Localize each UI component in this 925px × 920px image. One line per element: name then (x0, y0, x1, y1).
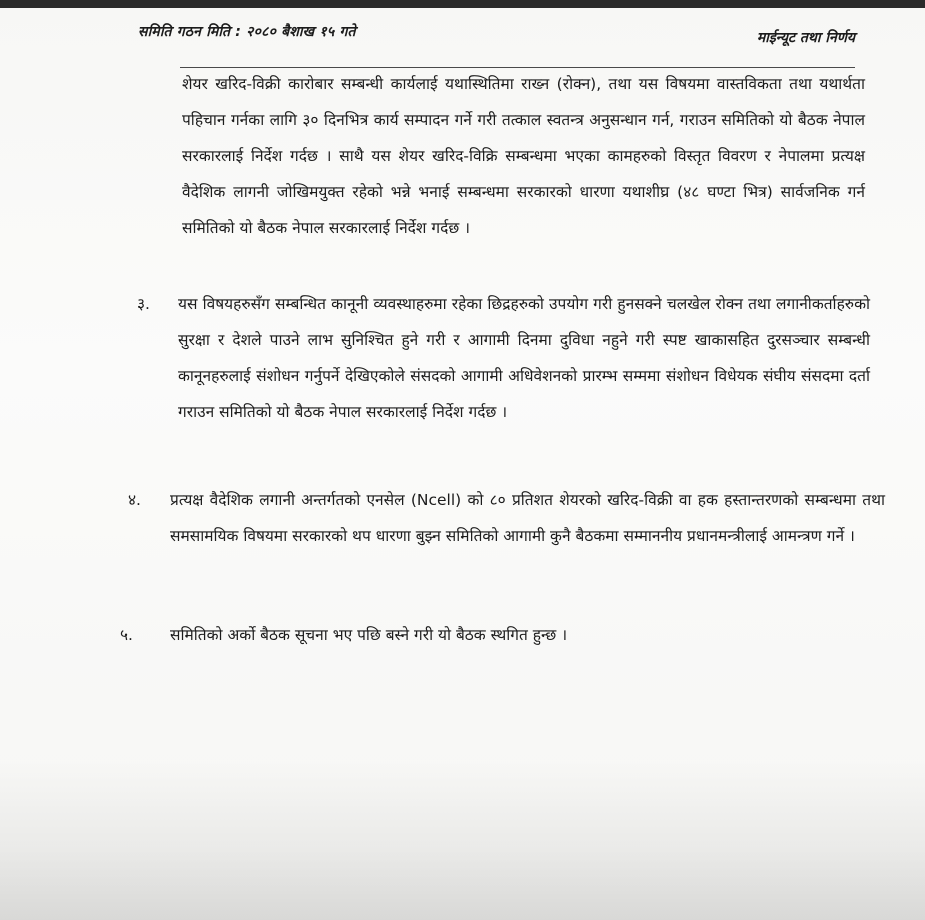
item-text: यस विषयहरुसँग सम्बन्धित कानूनी व्यवस्थाहरुमा रहेका छिद्रहरुको उपयोग गरी हुनसक्ने चलखेल रोक्न तथा लगानीकर्ताहरुको सुरक्षा र देशले पाउने लाभ सुनिश्चित हुने गरी र आगामी दिनमा दुविधा नहुने गरी स्पष्ट खाकासहित दुरसञ्चार सम्बन्धी कानूनहरुलाई संशोधन गर्नुपर्ने देखिएकोले संसदको आगामी अधिवेशनको प्रारम्भ सम्ममा संशोधन विधेयक संघीय संसदमा दर्ता गराउन समितिको यो बैठक नेपाल सरकारलाई निर्देश गर्दछ । (178, 295, 870, 421)
header-committee-date: समिति गठन मिति : २०८० बैशाख १५ गते (138, 24, 356, 40)
header-minutes-title: माईन्यूट तथा निर्णय (756, 30, 855, 46)
item-text: समितिको अर्को बैठक सूचना भए पछि बस्ने गरी यो बैठक स्थगित हुन्छ । (170, 626, 568, 644)
page-top-edge (0, 0, 925, 8)
item-text: प्रत्यक्ष वैदेशिक लगानी अन्तर्गतको एनसेल (Ncell) को ८० प्रतिशत शेयरको खरिद-विक्री वा हक हस्तान्तरणको सम्बन्धमा तथा समसामयिक विषयमा सरकारको थप धारणा बुझ्न समितिको आगामी कुनै बैठकमा सम्माननीय प्रधानमन्त्रीलाई आमन्त्रण गर्ने । (170, 491, 885, 545)
item-number: ५. (120, 626, 133, 644)
item-number: ४. (128, 491, 141, 509)
continuation-paragraph: शेयर खरिद-विक्री कारोबार सम्बन्धी कार्यलाई यथास्थितिमा राख्न (रोक्न), तथा यस विषयमा वास्तविकता तथा यथार्थता पहिचान गर्नका लागि ३० दिनभित्र कार्य सम्पादन गर्ने गरी तत्काल स्वतन्त्र अनुसन्धान गर्न, गराउन समितिको यो बैठक नेपाल सरकारलाई निर्देश गर्दछ । साथै यस शेयर खरिद-विक्रि सम्बन्धमा भएका कामहरुको विस्तृत विवरण र नेपालमा प्रत्यक्ष वैदेशिक लागनी जोखिमयुक्त रहेको भन्ने भनाई सम्बन्धमा सरकारको धारणा यथाशीघ्र (४८ घण्टा भित्र) सार्वजनिक गर्न समितिको यो बैठक नेपाल सरकारलाई निर्देश गर्दछ । (182, 75, 865, 237)
item-number: ३. (137, 295, 150, 313)
